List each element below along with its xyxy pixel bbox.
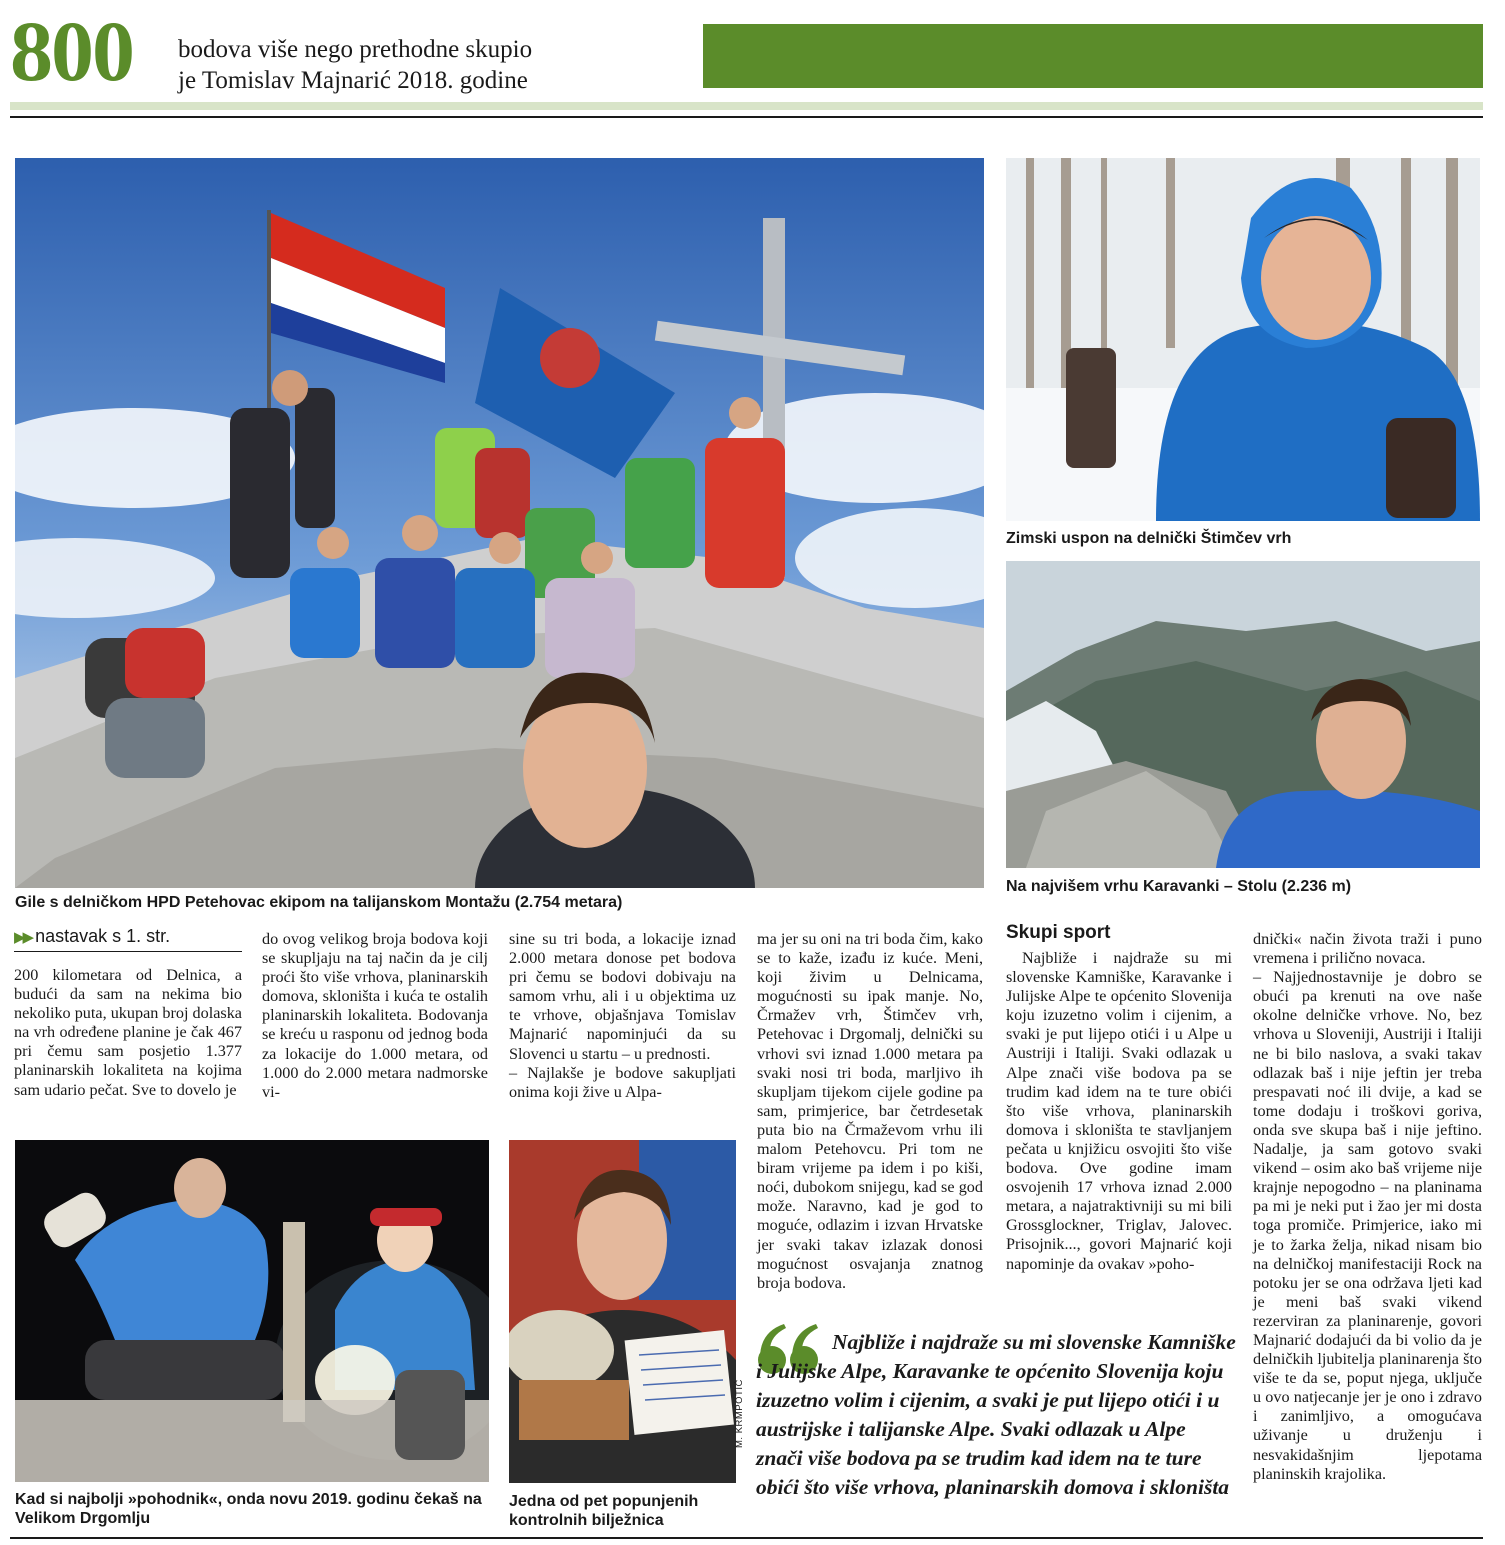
continuation-rule xyxy=(14,951,242,952)
double-arrow-icon: ▶▶ xyxy=(14,929,32,946)
section-subhead: Skupi sport xyxy=(1006,922,1111,943)
night-photo-caption: Kad si najbolji »pohodnik«, onda novu 2019. godinu čekaš na Velikom Drgomlju xyxy=(15,1491,482,1527)
booklet-caption-line-1: Jedna od pet popunjenih xyxy=(509,1493,699,1510)
continuation-label-text: nastavak s 1. str. xyxy=(35,926,171,946)
main-photo-caption: Gile s delničkom HPD Petehovac ekipom na talijanskom Montažu (2.754 metara) xyxy=(15,894,623,911)
bottom-rule xyxy=(10,1537,1483,1539)
header-green-bar xyxy=(703,24,1483,88)
control-booklet-photo xyxy=(509,1140,736,1483)
photo-credit: M. KRMPOTIĆ xyxy=(734,1379,745,1448)
booklet-photo-caption xyxy=(509,1492,736,1530)
headline-subtitle xyxy=(178,34,698,96)
main-summit-photo xyxy=(15,158,984,888)
booklet-caption-line-2: kontrolnih bilježnica xyxy=(509,1512,664,1529)
article-column-5: Najbliže i najdraže su mi slovenske Kamniške, Karavanke i Julijske Alpe te općenito Slovenija koju izuzetno volim i cijenim, a svaki je put lijepo otići i u Alpe u Austriji i Italiji. Svaki odlazak u Alpe znači više bodova pa se trudim kad idem na te ture obići što više vrhova, planinarskih domova i skloništa te stavljanjem pečata u knjižicu osvojiti što više bodova. Ove godine imam osvojenih 17 vrhova iznad 2.000 metara, a najatraktivniji su mi bili Grossglockner, Triglav, Jalovec. Prisojnik..., govori Majnarić koji napominje da ovakav »poho- xyxy=(1006,949,1232,1273)
article-column-6: dnički« način života traži i puno vremena i prilično novaca. – Najjednostavnije je dobro se obući pa krenuti na ove naše okolne delničke vrhove. No, bez vrhova u Sloveniji, Austriji i Italiji ne bi bilo naslova, a svaki takav odlazak baš i nije jeftin jer treba prespavati noć ili dvije, a kad se tome dodaju i troškovi goriva, onda sve skupa baš i nije jeftino. Nadalje, ja sam gotovo svaki vikend – osim ako baš vrijeme nije krajnje nepogodno – na planinama pa mi je neki put i žao jer mi dosta toga promiče. Primjerice, iako mi je to žarka želja, nikad nisam bio na delničkoj manifestaciji Rock na potoku jer se ona održava ljeti kad je meni baš svaki vikend rezerviran za planinarenje, govori Majnarić dodajući da bi volio da je delničkih ljubitelja planinarenja što više te da se, poput njega, uključe u ovo natjecanje jer je ono i zdravo i zanimljivo, a omogućava uživanje u druženju i nesvakidašnjim ljepotama planinskih krajolika. xyxy=(1253,930,1482,1483)
night-drgomalj-photo xyxy=(15,1140,489,1482)
header-rule-light xyxy=(10,102,1483,110)
header-rule-dark xyxy=(10,116,1483,118)
article-column-1: 200 kilometara od Delnica, a budući da sam na nekima bio nekoliko puta, ukupan broj dolaska na vrh određene planine je čak 467 pri čemu sam posjetio 1.377 planinarskih lokaliteta na kojima sam udario pečat. Sve to dovelo je xyxy=(14,966,242,1099)
headline-subtitle-line-2: je Tomislav Majnarić 2018. godine xyxy=(178,67,528,94)
stol-summit-photo xyxy=(1006,561,1480,868)
stol-photo-caption: Na najvišem vrhu Karavanki – Stolu (2.236 m) xyxy=(1006,878,1352,895)
winter-photo-caption: Zimski uspon na delnički Štimčev vrh xyxy=(1006,530,1292,547)
article-column-4: ma jer su oni na tri boda čim, kako se to kaže, izađu iz kuće. Meni, koji živim u Delnicama, mogućnosti su ipak manje. No, Črmažev vrh, Štimčev vrh, Petehovac i Drgomalj, delnički su vrhovi svi iznad 1.000 metara pa svaki nosi tri boda, marljivo ih skupljam tijekom cijele godine pa sam, primjerice, bar četrdesetak puta bio na Črmaževom vrhu ili malom Petehovcu. Pri tom ne biram vrijeme pa idem i po kiši, noći, dubokom snijegu, kad se god može. Naravno, kad je god to moguće, odlazim i izvan Hrvatske jer svaki takav izlazak donosi mogućnost osvajanja znatnog broja bodova. xyxy=(757,930,983,1292)
headline-subtitle-line-1: bodova više nego prethodne skupio xyxy=(178,36,533,63)
pull-quote: Najbliže i najdraže su mi slovenske Kamniške i Julijske Alpe, Karavanke te općenito Slovenija koju izuzetno volim i cijenim, a svaki je put lijepo otići i u austrijske i talijanske Alpe. Svaki odlazak u Alpe znači više bodova pa se trudim kad idem na te ture obići što više vrhova, planinarskih domova i skloništa xyxy=(756,1330,1236,1499)
continuation-label xyxy=(14,926,170,947)
winter-ascent-photo xyxy=(1006,158,1480,521)
article-column-3: sine su tri boda, a lokacije iznad 2.000 metara donose pet bodova pri čemu se bodovi dobivaju na samom vrhu, ali i u objektima uz te vrhove, objašnjava Tomislav Majnarić napominjući da su Slovenci u startu – u prednosti. – Najlakše je bodove sakupljati onima koji žive u Alpa- xyxy=(509,930,736,1101)
article-column-2: do ovog velikog broja bodova koji se skupljaju na taj način da je cilj proći što više vrhova, planinarskih domova, skloništa i kuća te ostalih planinarskih lokaliteta. Bodovanja se kreću u rasponu od jednog boda za lokacije do 1.000 metara, od 1.000 do 2.000 metara nadmorske vi- xyxy=(262,930,488,1101)
headline-number: 800 xyxy=(10,3,133,99)
